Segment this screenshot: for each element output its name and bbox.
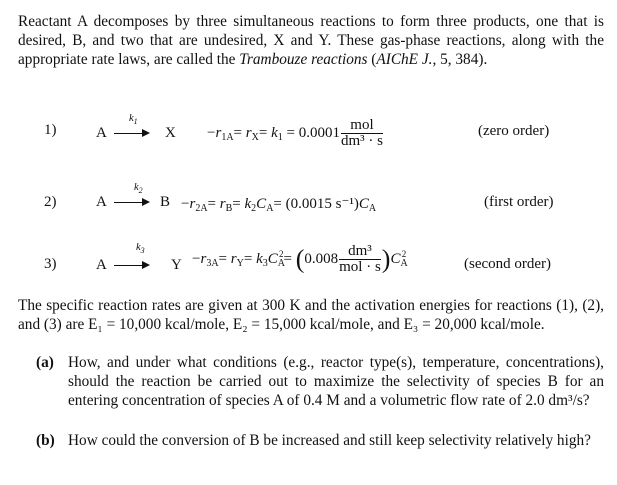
question-a xyxy=(36,353,604,410)
rate-law: $-r_{1A}= r_X= k_1 = 0.0001$ $\frac{\text{mol}}{\text{dm³ · s}}$ xyxy=(207,117,383,149)
question-label: (a) xyxy=(36,354,54,371)
rate-constant-label: $k_1$ xyxy=(129,113,138,127)
reaction-order: (first order) xyxy=(484,194,554,210)
reaction-number: 3) xyxy=(44,256,57,272)
reaction-number: 2) xyxy=(44,194,57,210)
question-b xyxy=(36,431,604,450)
reaction-order: (second order) xyxy=(464,256,552,272)
rate-law: $-r_{2A}= r_B= k_2C_A= (0.0015$ $s^{-1})C_A$ xyxy=(181,196,377,214)
question-text: How, and under what conditions (e.g., reactor type(s), temperature, concentrations), should the reaction be carried out to maximize the selectivity of species B for an entering concentration of species A of 0.4 M and a volumetric flow rate of 2.0 dm³/s? xyxy=(68,354,604,409)
reaction-number: 1) xyxy=(44,122,57,138)
reaction-order: (zero order) xyxy=(478,123,550,139)
rate-constant-label: $k_2$ xyxy=(134,182,143,196)
reaction-arrow-icon xyxy=(114,195,150,209)
activation-energies-paragraph: The specific reaction rates are given at 300 K and the activation energies for reactions (1), (2), and (3) are E₁ = 10,000 kcal/mole, E₂ = 15,000 kcal/mole, and E₃ = 20,000 kcal/mole. xyxy=(18,297,604,333)
intro-paragraph xyxy=(18,12,604,69)
rate-constant-label: $k_3$ xyxy=(136,242,145,256)
intro-text: Reactant A decomposes by three simultaneous reactions to form three products, one that is desired, B, and two that are undesired, X and Y. These gas-phase reactions, along with the appropriate rate laws, are called the xyxy=(18,13,604,68)
reactant: A xyxy=(96,257,107,273)
reactant: A xyxy=(96,194,107,210)
product: Y xyxy=(171,257,182,273)
product: X xyxy=(165,125,176,141)
trambouze-name: Trambouze reactions xyxy=(239,51,368,68)
reaction-arrow-icon xyxy=(114,126,150,140)
reactant: A xyxy=(96,125,107,141)
journal-ref: 5, 384). xyxy=(436,51,488,68)
reaction-3 xyxy=(0,240,617,280)
product: B xyxy=(160,194,171,210)
rate-law: $-r_{3A}= r_Y= k_3C_A^2= (0.008$ $\frac{\text{dm³}}{\text{mol · s}}$ )$C_A^2$ xyxy=(192,243,408,275)
intro-paren: ( xyxy=(367,51,377,68)
reaction-arrow-icon xyxy=(114,258,150,272)
reaction-2 xyxy=(0,182,617,228)
question-text: How could the conversion of B be increased and still keep selectivity relatively high? xyxy=(68,432,591,449)
reaction-1 xyxy=(0,113,617,158)
question-label: (b) xyxy=(36,432,55,449)
journal-name: AIChE J., xyxy=(376,51,437,68)
